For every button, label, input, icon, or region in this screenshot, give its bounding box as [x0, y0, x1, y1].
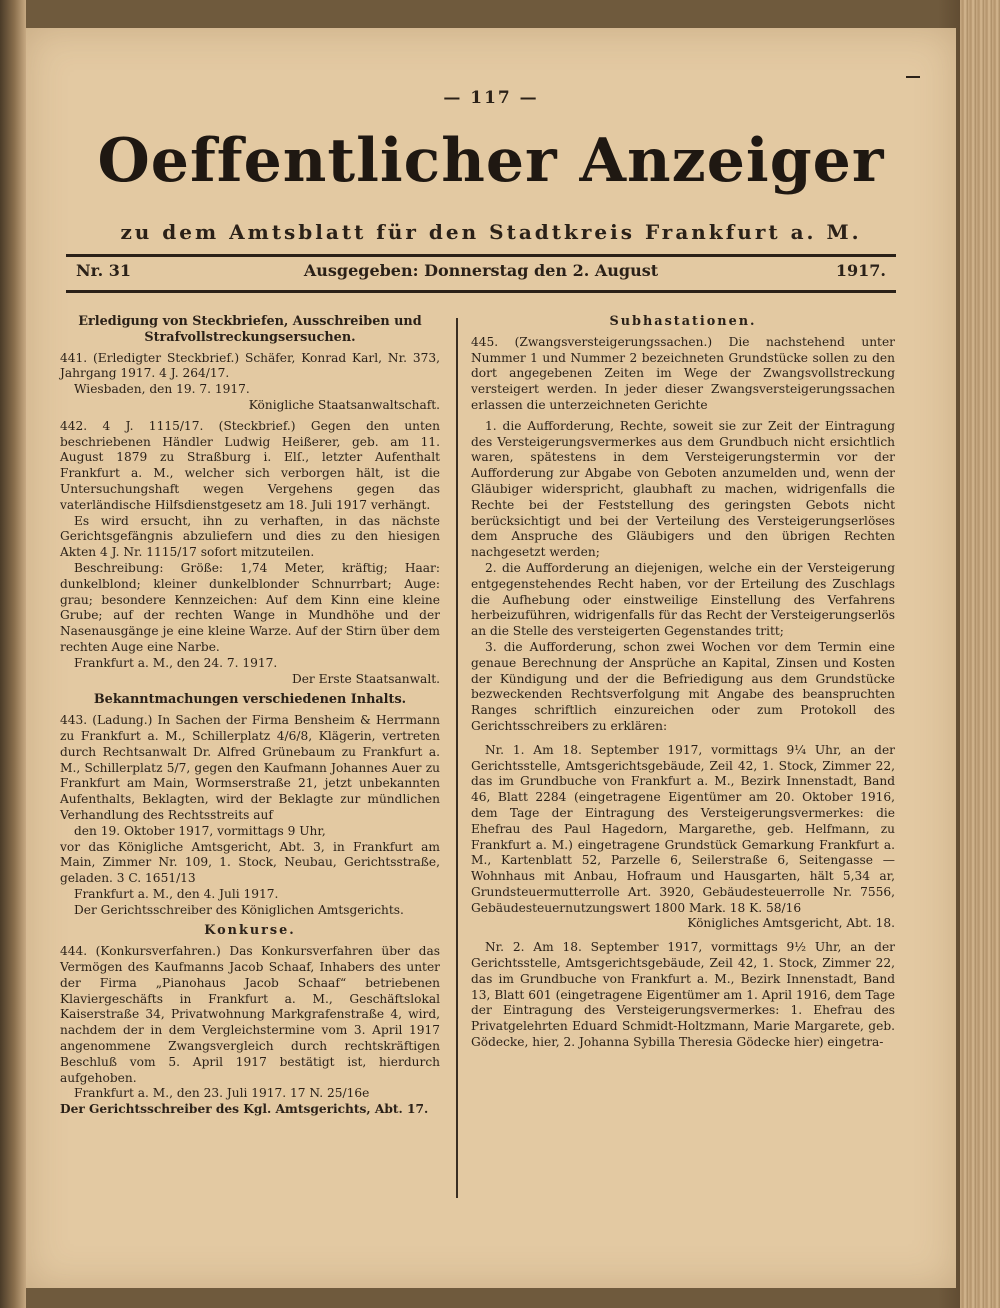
auction-nr-2: Nr. 2. Am 18. September 1917, vormittags 9½ Uhr, an der Gerichtsstelle, Amtsgerichtsgebäude, Zeil 42, 1. Stock, Zimmer 22, das im Grundbuche von Frankfurt a. M., Bezirk Innenstadt, Band 13, Blatt 601 (eingetragene Eigentümer am 1. April 1916, dem Tage der Eintragung des Versteigerungsvermerkes: 1. Ehefrau des Privatgelehrten Eduard Schmidt-Holtzmann, Marie Margarete, geb. Gödecke, hier, 2. Johanna Sybilla Theresia Gödecke hier) eingetra- — [471, 940, 895, 1050]
page-number: — 117 — — [443, 88, 539, 108]
notice-443: 443. (Ladung.) In Sachen der Firma Bensheim & Herrmann zu Frankfurt a. M., Schillerplatz 4/6/8, Klägerin, vertreten durch Rechtsanwalt Dr. Alfred Grünebaum zu Frankfurt a. M., Schillerplatz 5/7, gegen den Kaufmann Johannes Auer zu Frankfurt am Main, Wormserstraße 21, jetzt unbekannten Aufenthalts, Beklagten, wird der Beklagte zur mündlichen Verhandlung des Rechtsstreits auf — [60, 713, 440, 822]
notice-442-signature: Der Erste Staatsanwalt. — [291, 671, 440, 686]
notice-442-description: Beschreibung: Größe: 1,74 Meter, kräftig; Haar: dunkelblond; kleiner dunkelblonder Schnurrbart; Auge: grau; besondere Kennzeichen: Auf dem Kinn eine kleine Grube; auf der rechten Wange in Mundhöhe und der Nasenausgänge je eine kleine Warze. Auf der Stirn über dem rechten Auge eine Narbe. — [60, 560, 440, 654]
notice-444-place: Frankfurt a. M., den 23. Juli 1917. 17 N. 25/16e — [74, 1086, 370, 1101]
issue-date: Ausgegeben: Donnerstag den 2. August — [303, 261, 659, 280]
notice-442: 442. 4 J. 1115/17. (Steckbrief.) Gegen den unten beschriebenen Händler Ludwig Heißerer, geb. am 11. August 1879 zu Straßburg i. Elſ., letzter Aufenthalt Frankfurt a. M., welcher sich verborgen hält, ist die Untersuchungshaft wegen Vergehens gegen das vaterländische Hilfsdienstgesetz am 18. Juli 1917 verhängt. — [60, 418, 440, 512]
auction-nr-1: Nr. 1. Am 18. September 1917, vormittags 9¼ Uhr, an der Gerichtsstelle, Amtsgerichtsgebäude, Zeil 42, 1. Stock, Zimmer 22, das im Grundbuche von Frankfurt a. M., Bezirk Innenstadt, Band 46, Blatt 2284 (eingetragene Eigentümer am 20. Oktober 1916, dem Tage der Eintragung des Versteigerungsvermerkes: die Ehefrau des Paul Hagedorn, Margarethe, geb. Helfmann, zu Frankfurt a. M.) eingetragene Grundstück Gemarkung Frankfurt a. M., Kartenblatt 52, Parzelle 6, Seilerstraße 6, Seitengasse — Wohnhaus mit Anbau, Hofraum und Hausgarten, hält 5,34 ar, Grundsteuermutterrolle Art. 3920, Gebäudesteuerrolle Nr. 7556, Gebäudesteuernutzungswert 1800 Mark. 18 K. 58/16 — [471, 742, 895, 915]
issue-line — [66, 261, 896, 283]
notice-441: 441. (Erledigter Steckbrief.) Schäfer, Konrad Karl, Nr. 373, Jahrgang 1917. 4 J. 264/17. — [60, 350, 440, 381]
column-divider — [456, 318, 458, 1198]
newspaper-page — [26, 28, 956, 1288]
masthead-title: Oeffentlicher Anzeiger — [97, 126, 885, 196]
notice-445-item-1: 1. die Aufforderung, Rechte, soweit sie zur Zeit der Eintragung des Versteigerungsvermerkes aus dem Grundbuch nicht ersichtlich waren, spätestens in dem Versteigerungstermin vor der Aufforderung zur Abgabe von Geboten anzumelden und, wenn der Gläubiger widerspricht, glaubhaft zu machen, widrigenfalls die Rechte bei der Feststellung des geringsten Gebots nicht berücksichtigt und bei der Verteilung des Versteigerungserlöses dem Anspruche des Gläubigers und den übrigen Rechten nachgesetzt werden; — [471, 418, 895, 560]
notice-442-request: Es wird ersucht, ihn zu verhaften, in das nächste Gerichtsgefängnis abzuliefern und dies zu den hiesigen Akten 4 J. Nr. 1115/17 sofort mitzuteilen. — [60, 513, 440, 560]
section-heading-bekanntmachungen: Bekanntmachungen verschiedenen Inhalts. — [93, 692, 407, 708]
book-page-edges-right — [960, 0, 1000, 1308]
issue-year: 1917. — [835, 261, 886, 280]
notice-443-location: vor das Königliche Amtsgericht, Abt. 3, in Frankfurt am Main, Zimmer Nr. 109, 1. Stock, Neubau, Gerichtsstraße, geladen. 3 C. 1651/13 — [60, 839, 440, 886]
section-heading-subhastationen: Subhastationen. — [609, 314, 757, 329]
header-rule-top — [66, 254, 896, 257]
page-corner-mark — [906, 76, 920, 78]
right-column — [471, 314, 895, 1051]
notice-441-signature: Königliche Staatsanwaltschaft. — [248, 397, 440, 412]
notice-443-place: Frankfurt a. M., den 4. Juli 1917. — [74, 886, 279, 901]
masthead-subtitle: zu dem Amtsblatt für den Stadtkreis Frankfurt a. M. — [120, 220, 862, 244]
notice-442-place: Frankfurt a. M., den 24. 7. 1917. — [74, 655, 278, 670]
notice-444: 444. (Konkursverfahren.) Das Konkursverfahren über das Vermögen des Kaufmanns Jacob Schaaf, Inhabers des unter der Firma „Pianohaus Jacob Schaaf“ betriebenen Klaviergeschäfts in Frankfurt a. M., Geschäftslokal Kaiserstraße 34, Privatwohnung Markgrafenstraße 4, wird, nachdem der in dem Vergleichstermine vom 3. April 1917 angenommene Zwangsvergleich durch rechtskräftigen Beschluß vom 5. April 1917 bestätigt ist, hierdurch aufgehoben. — [60, 944, 440, 1085]
notice-445-item-3: 3. die Aufforderung, schon zwei Wochen vor dem Termin eine genaue Berechnung der Ansprüche an Kapital, Zinsen und Kosten der Kündigung und der die Befriedigung aus dem Grundstücke bezweckenden Rechtsverfolgung mit Angabe des beanspruchten Ranges schriftlich einzureichen oder zum Protokoll des Gerichtsschreibers zu erklären: — [471, 639, 895, 733]
notice-443-date: den 19. Oktober 1917, vormittags 9 Uhr, — [74, 823, 326, 838]
notice-445-intro: 445. (Zwangsversteigerungssachen.) Die nachstehend unter Nummer 1 und Nummer 2 bezeichneten Grundstücke sollen zu den dort angegebenen Zeiten im Wege der Zwangsvollstreckung versteigert werden. In jeder dieser Zwangsversteigerungssachen erlassen die unterzeichneten Gerichte — [471, 334, 895, 412]
notice-441-place: Wiesbaden, den 19. 7. 1917. — [74, 382, 250, 397]
notice-445-item-2: 2. die Aufforderung an diejenigen, welche ein der Versteigerung entgegenstehendes Recht haben, vor der Erteilung des Zuschlags die Aufhebung oder einstweilige Einstellung des Verfahrens herbeizuführen, widrigenfalls für das Recht der Versteigerungserlös an die Stelle des versteigerten Gegenstandes tritt; — [471, 560, 895, 639]
notice-443-signature: Der Gerichtsschreiber des Königlichen Amtsgerichts. — [74, 902, 404, 917]
auction-nr-1-signature: Königliches Amtsgericht, Abt. 18. — [687, 916, 895, 931]
section-heading-konkurse: Konkurse. — [204, 923, 296, 939]
left-column — [60, 314, 440, 1118]
book-binding-left — [0, 0, 26, 1308]
issue-number: Nr. 31 — [76, 261, 131, 280]
header-rule-bottom — [66, 290, 896, 293]
section-heading-steckbriefe: Erledigung von Steckbriefen, Ausschreiben und Strafvollstreckungsersuchen. — [78, 314, 422, 345]
notice-444-signature: Der Gerichtsschreiber des Kgl. Amtsgerichts, Abt. 17. — [60, 1102, 429, 1117]
